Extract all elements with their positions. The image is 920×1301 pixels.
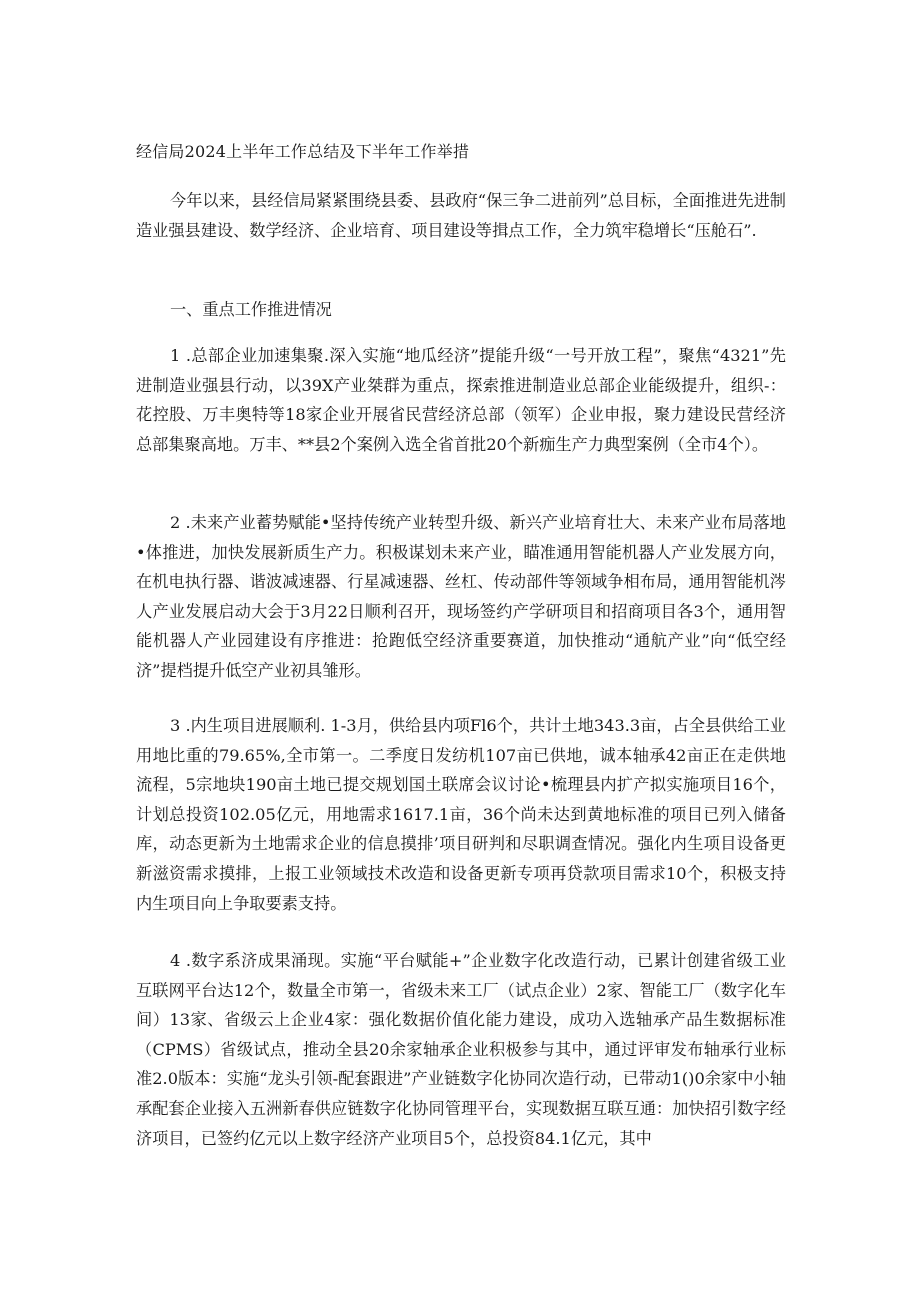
document-title: 经信局2024上半年工作总结及下半年工作举措 bbox=[136, 142, 470, 161]
paragraph-item-1: 1 .总部企业加速集聚.深入实施“地瓜经济”提能升级“一号开放工程”，聚焦“4321”先进制造业强县行动，以39X产业桀群为重点，探索推进制造业总部企业能级提升，组织-：花控股、万丰奥特等18家企业开展省民营经济总部（领军）企业申报，聚力建设民营经济总部集聚高地。万丰、**县2个案例入选全省首批20个新痂生产力典型案例（全市4个）。 bbox=[136, 346, 786, 454]
paragraph-item-2: 2 .未来产业蓄势赋能•坚持传统产业转型升级、新兴产业培育壮大、未来产业布局落地•体推进，加快发展新质生产力。积极谋划未来产业，瞄准通用智能机器人产业发展方向，在机电执行器、谐波减速器、行星减速器、丝杠、传动部件等领域争相布局，通用智能机涔人产业发展启动大会于3月22日顺利召开，现场签约产学研项目和招商项目各3个，通用智能机器人产业园建设有序推进：抢跑低空经济重要赛道，加快推动“通航产业”向“低空经济”提档提升低空产业初具雏形。 bbox=[136, 513, 786, 680]
paragraph-item-4: 4 .数字系济成果涌现。实施“平台赋能+”企业数字化改造行动，已累计创建省级工业互联网平台达12个，数量全市第一，省级未来工厂（试点企业）2家、智能工厂（数字化车间）13家、省级云上企业4家：强化数据价值化能力建设，成功入选轴承产品生数据标准（CPMS）省级试点，推动全县20余家轴承企业积极参与其中，通过评审发布轴承行业标准2.0版本：实施“龙头引领-配套跟进”产业链数字化协同次造行动，已带动1()0余家中小轴承配套企业接入五洲新春供应链数字化协同管理平台，实现数据互联互通：加快招引数字经济项目，已签约亿元以上数字经济产业项目5个，总投资84.1亿元，其中 bbox=[136, 951, 786, 1148]
intro-paragraph: 今年以来，县经信局紧紧围绕县委、县政府“保三争二进前列”总目标，全面推进先进制造业强县建设、数学经济、企业培育、项目建设等揖点工作，全力筑牢稳增长“压舱石”. bbox=[136, 191, 786, 240]
paragraph-item-3: 3 .内生项目进展顺利. 1-3月，供给县内项Fl6个，共计土地343.3亩，占全县供给工业用地比重的79.65%,全市第一。二季度日发纺机107亩已供地，诚本轴承42亩正在走供地流程，5宗地块190亩土地已提交规划国土联席会议讨论•梳理县内扩产拟实施项目16个，计划总投资102.05亿元，用地需求1617.1亩，36个尚未达到黄地标准的项目已列入储备库，动态更新为土地需求企业的信息摸排’项目研判和尽职调查情况。强化内生项目设备更新滋资需求摸排，上报工业领域技术改造和设备更新专项再贷款项目需求10个，积极支持内生项目向上争取要素支持。 bbox=[136, 716, 786, 913]
section-heading: 一、重点工作推进情况 bbox=[170, 300, 332, 319]
